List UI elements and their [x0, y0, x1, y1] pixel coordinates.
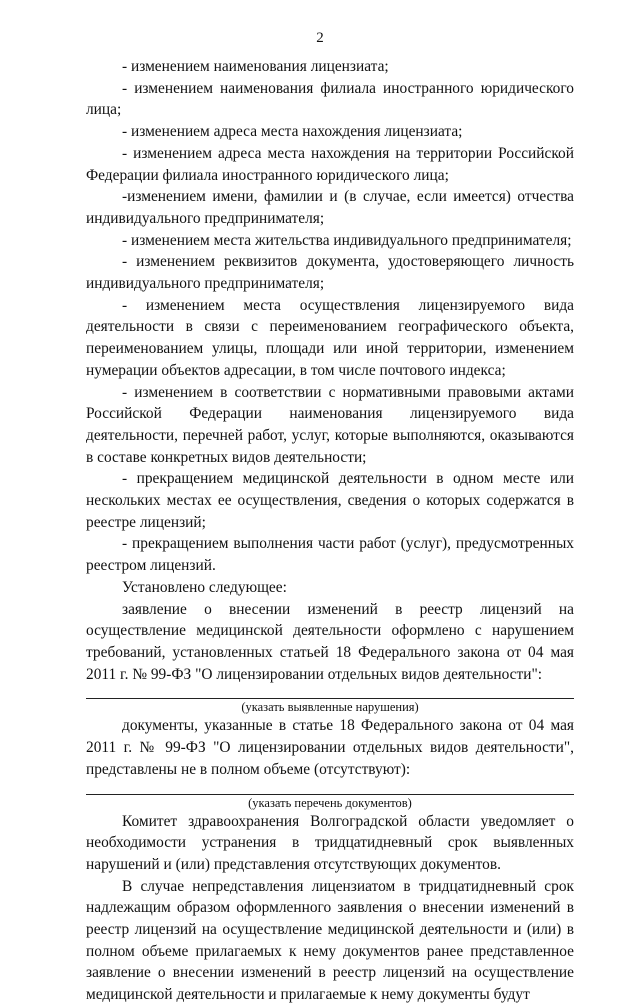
list-item: - изменением места жительства индивидуального предпринимателя;: [122, 231, 572, 249]
list-item: - изменением наименования филиала иностранного юридического лица;: [86, 79, 574, 119]
page-number: 2: [316, 30, 324, 46]
violations-fill-line: [86, 687, 574, 699]
list-item: - изменением реквизитов документа, удостоверяющего личность индивидуального предпринимателя;: [86, 253, 574, 293]
violations-caption: (указать выявленные нарушения): [241, 700, 419, 715]
list-item: - изменением адреса места нахождения лицензиата;: [122, 123, 463, 141]
list-item: - изменением места осуществления лицензируемого вида деятельности в связи с переименованием географического объекта, переименованием улицы, площади или иной территории, изменением нумерации объектов адресации, в том числе почтового индекса;: [86, 296, 574, 379]
established-heading: Установлено следующее:: [122, 578, 287, 596]
list-item: - изменением адреса места нахождения на территории Российской Федерации филиала иностранного юридического лица;: [86, 144, 574, 184]
list-item: - изменением наименования лицензиата;: [122, 58, 389, 75]
documents-paragraph: документы, указанные в статье 18 Федерального закона от 04 мая 2011 г. № 99-ФЗ "О лицензировании отдельных видов деятельности", представлены не в полном объеме (отсутствуют):: [86, 717, 574, 778]
documents-fill-line: [86, 783, 574, 795]
committee-paragraph: Комитет здравоохранения Волгоградской области уведомляет о необходимости устранения в тридцатидневный срок выявленных нарушений и (или) представления отсутствующих документов.: [86, 812, 574, 873]
document-body: [86, 56, 574, 1006]
documents-caption: (указать перечень документов): [248, 795, 412, 810]
list-item: - прекращением медицинской деятельности в одном месте или нескольких местах ее осуществления, сведения о которых содержатся в реестре лицензий;: [86, 470, 574, 531]
list-item: -изменением имени, фамилии и (в случае, если имеется) отчества индивидуального предпринимателя;: [86, 188, 574, 227]
final-paragraph: В случае непредставления лицензиатом в тридцатидневный срок надлежащим образом оформленного заявления о внесении изменений в реестр лицензий на осуществление медицинской деятельности и (или) в полном объеме прилагаемых к нему документов ранее представленное заявление о внесении изменений в реестр лицензий на осуществление медицинской деятельности и прилагаемые к нему документы будут: [86, 877, 574, 1004]
list-item: - изменением в соответствии с нормативными правовыми актами Российской Федерации наименования лицензируемого вида деятельности, перечней работ, услуг, которые выполняются, оказываются в составе конкретных видов деятельности;: [86, 383, 574, 466]
statement-paragraph: заявление о внесении изменений в реестр лицензий на осуществление медицинской деятельности оформлено с нарушением требований, установленных статьей 18 Федерального закона от 04 мая 2011 г. № 99-ФЗ "О лицензировании отдельных видов деятельности":: [86, 600, 574, 683]
list-item: - прекращением выполнения части работ (услуг), предусмотренных реестром лицензий.: [86, 535, 574, 575]
